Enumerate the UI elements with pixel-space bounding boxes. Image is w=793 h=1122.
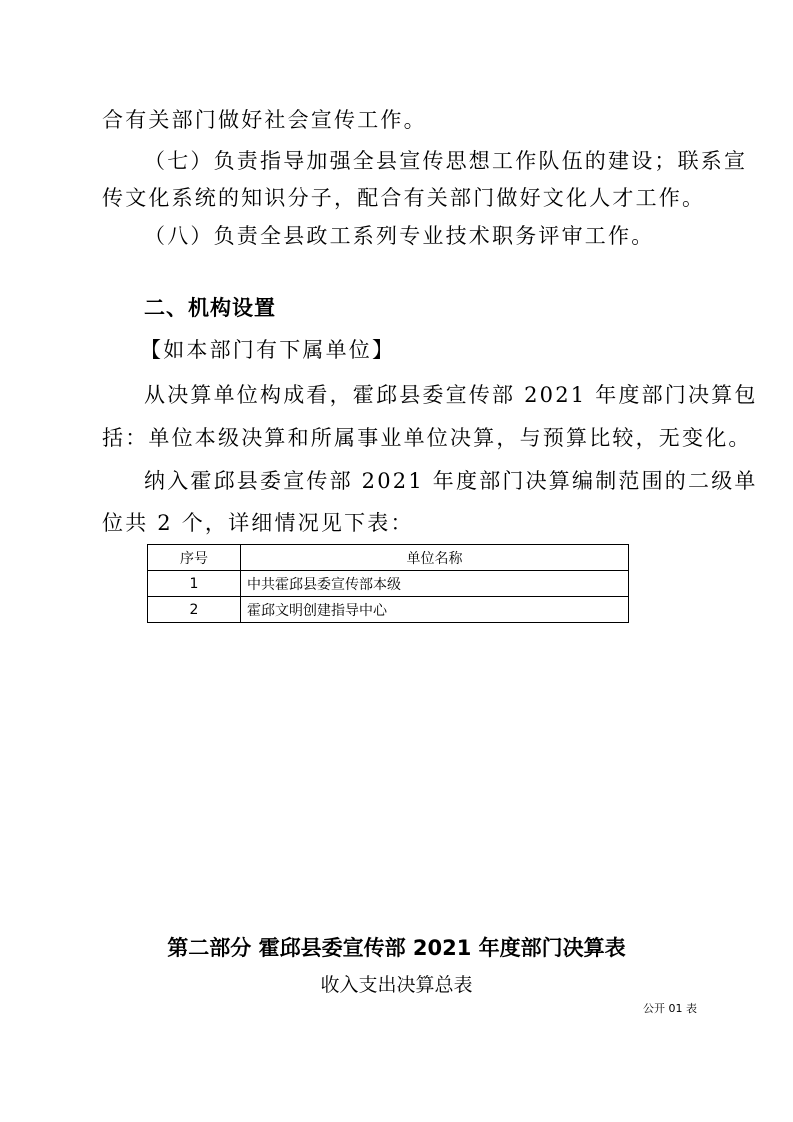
- table-cell: 中共霍邱县委宣传部本级: [241, 571, 629, 597]
- unit-table: [147, 544, 629, 623]
- table-cell: 霍邱文明创建指导中心: [241, 597, 629, 623]
- paragraph-line: （七）负责指导加强全县宣传思想工作队伍的建设；联系宣: [144, 149, 748, 173]
- paragraph-line: 从决算单位构成看，霍邱县委宣传部 2021 年度部门决算包: [144, 383, 758, 407]
- table-code: 公开 01 表: [643, 1002, 697, 1015]
- part-title: 第二部分 霍邱县委宣传部 2021 年度部门决算表: [167, 936, 626, 960]
- table-row: [148, 597, 629, 623]
- table-row: [148, 571, 629, 597]
- table-cell: 2: [148, 597, 241, 623]
- paragraph-line: 位共 2 个，详细情况见下表：: [102, 511, 414, 535]
- table-title: 收入支出决算总表: [320, 974, 473, 996]
- column-header: 序号: [148, 545, 241, 571]
- bracket-note: 【如本部门有下属单位】: [140, 338, 396, 362]
- paragraph-line: 合有关部门做好社会宣传工作。: [102, 108, 427, 132]
- paragraph-line: 括：单位本级决算和所属事业单位决算，与预算比较，无变化。: [102, 426, 752, 450]
- section-heading: 二、机构设置: [144, 296, 276, 320]
- paragraph-line: （八）负责全县政工系列专业技术职务评审工作。: [144, 224, 655, 248]
- paragraph-line: 纳入霍邱县委宣传部 2021 年度部门决算编制范围的二级单: [144, 469, 758, 493]
- paragraph-line: 传文化系统的知识分子，配合有关部门做好文化人才工作。: [102, 186, 706, 210]
- table-cell: 1: [148, 571, 241, 597]
- column-header: 单位名称: [241, 545, 629, 571]
- table-header-row: [148, 545, 629, 571]
